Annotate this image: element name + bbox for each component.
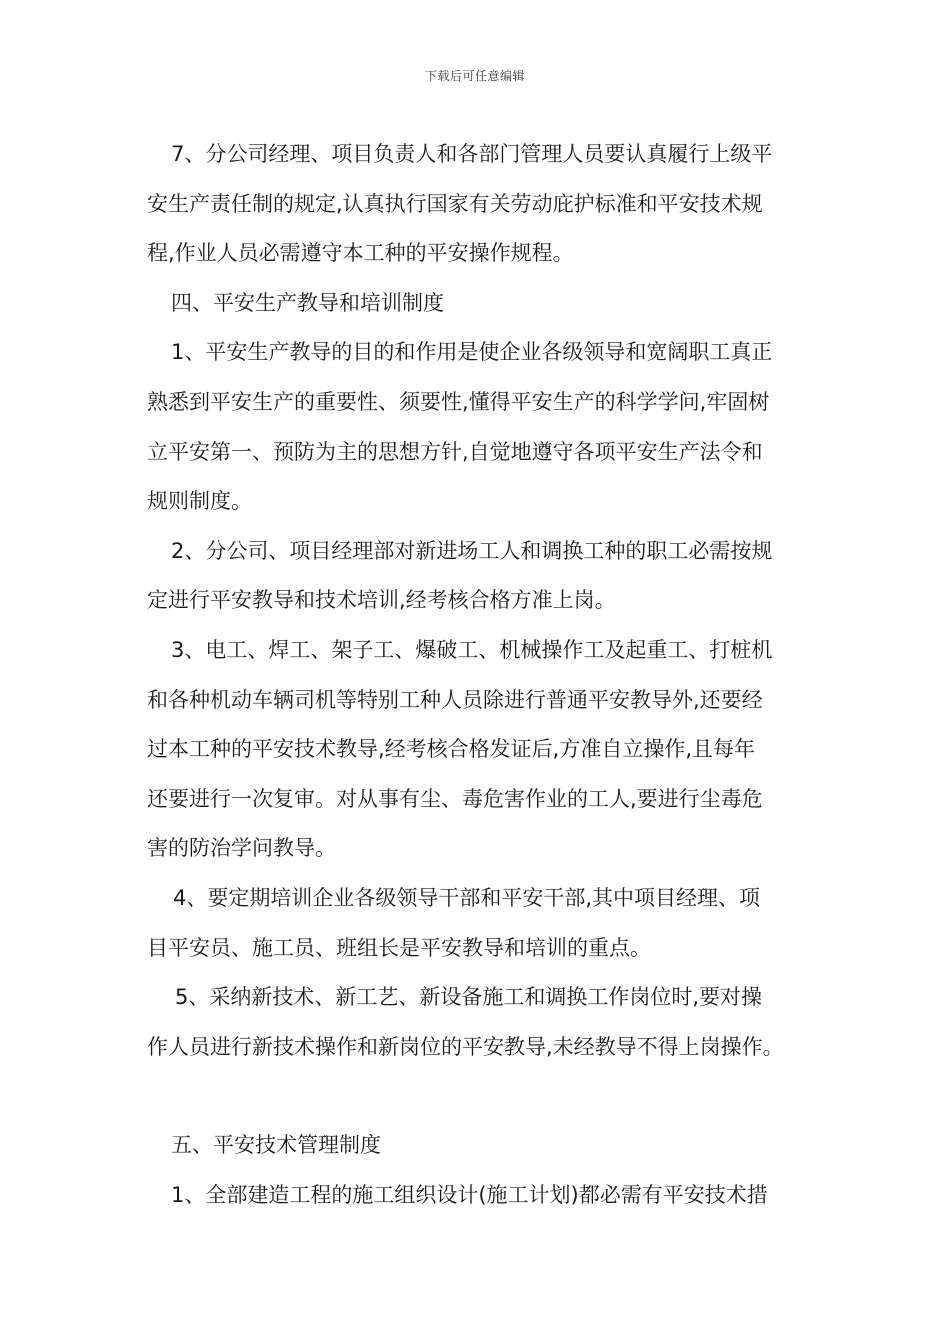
paragraph-line: 过本工种的平安技术教导,经考核合格发证后,方准自立操作,且每年 [147,737,756,762]
paragraph-line: 规则制度。 [147,489,252,514]
paragraph-line: 1、全部建造工程的施工组织设计(施工计划)都必需有平安技术措 [171,1182,768,1207]
paragraph-line: 安生产责任制的规定,认真执行国家有关劳动庇护标准和平安技术规 [147,191,763,216]
paragraph-line: 作人员进行新技术操作和新岗位的平安教导,未经教导不得上岗操作。 [147,1034,784,1059]
paragraph-line: 3、电工、焊工、架子工、爆破工、机械操作工及起重工、打桩机 [171,637,773,662]
paragraph-line: 1、平安生产教导的目的和作用是使企业各级领导和宽阔职工真正 [171,340,773,365]
paragraph-line: 5、采纳新技术、新工艺、新设备施工和调换工作岗位时,要对操 [175,985,763,1010]
document-body [147,130,817,1220]
section-heading: 五、平安技术管理制度 [171,1133,381,1158]
paragraph-line: 立平安第一、预防为主的思想方针,自觉地遵守各项平安生产法令和 [147,439,763,464]
paragraph-line: 和各种机动车辆司机等特别工种人员除进行普通平安教导外,还要经 [147,687,763,712]
paragraph-line: 熟悉到平安生产的重要性、须要性,懂得平安生产的科学学问,牢固树 [147,389,770,414]
header-note: 下载后可任意编辑 [424,69,525,83]
paragraph-line: 目平安员、施工员、班组长是平安教导和培训的重点。 [147,935,651,960]
section-heading: 四、平安生产教导和培训制度 [171,290,444,315]
paragraph-line: 还要进行一次复审。对从事有尘、毒危害作业的工人,要进行尘毒危 [147,786,763,811]
paragraph-line: 程,作业人员必需遵守本工种的平安操作规程。 [147,241,574,266]
paragraph-line: 2、分公司、项目经理部对新进场工人和调换工种的职工必需按规 [171,538,773,563]
paragraph-line: 7、分公司经理、项目负责人和各部门管理人员要认真履行上级平 [171,142,773,166]
paragraph-line: 4、要定期培训企业各级领导干部和平安干部,其中项目经理、项 [173,885,761,910]
paragraph-line: 定进行平安教导和技术培训,经考核合格方准上岗。 [147,588,616,613]
paragraph-line: 害的防治学问教导。 [147,836,336,861]
